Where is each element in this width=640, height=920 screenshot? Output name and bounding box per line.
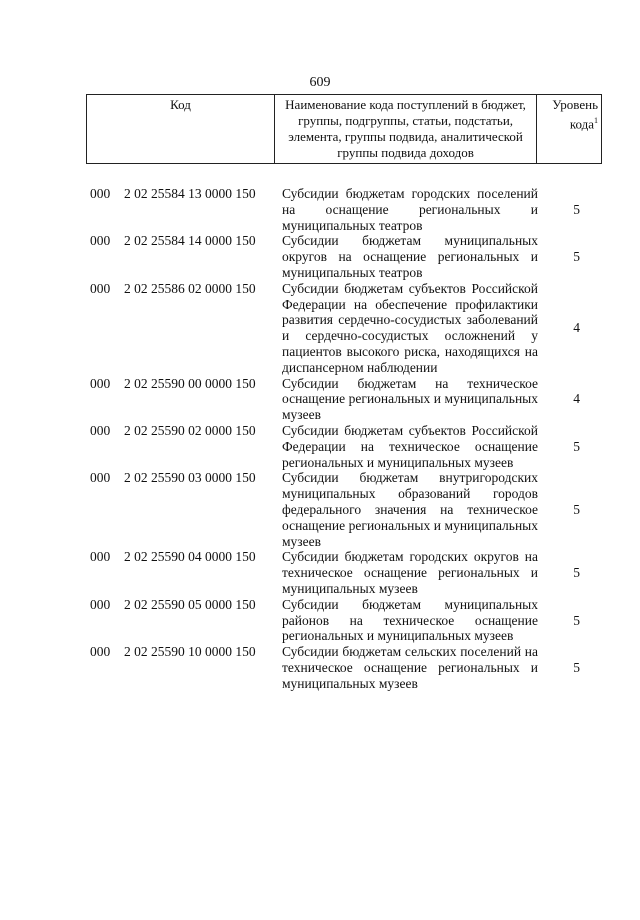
table-row bbox=[86, 281, 602, 376]
row-name: Субсидии бюджетам городских поселений на оснащение региональных и муниципальных театров bbox=[282, 186, 538, 233]
row-revenue-code: 2 02 25590 05 0000 150 bbox=[124, 596, 256, 612]
table-row bbox=[86, 549, 602, 596]
row-revenue-code: 2 02 25584 13 0000 150 bbox=[124, 186, 256, 201]
row-revenue-code: 2 02 25590 03 0000 150 bbox=[124, 470, 256, 486]
header-level-footnote: 1 bbox=[594, 116, 598, 125]
row-name: Субсидии бюджетам сельских поселений на техническое оснащение региональных и муниципальных музеев bbox=[282, 644, 538, 691]
row-level: 4 bbox=[573, 320, 580, 336]
row-level: 5 bbox=[573, 565, 580, 581]
table-row bbox=[86, 423, 602, 470]
row-admin-code: 000 bbox=[90, 233, 111, 249]
row-name: Субсидии бюджетам на техническое оснащение региональных и муниципальных музеев bbox=[282, 375, 538, 423]
row-level: 5 bbox=[573, 201, 580, 217]
row-admin-code: 000 bbox=[90, 470, 111, 486]
row-level: 5 bbox=[573, 501, 580, 517]
row-level: 5 bbox=[573, 438, 580, 454]
header-level bbox=[537, 95, 602, 164]
row-revenue-code: 2 02 25590 02 0000 150 bbox=[124, 422, 256, 438]
row-revenue-code: 2 02 25590 00 0000 150 bbox=[124, 375, 256, 391]
row-name: Субсидии бюджетам субъектов Российской Федерации на обеспечение профилактики развития сердечно-сосудистых заболеваний и сердечно-сосудистых осложнений у пациентов высокого риска, находящихся на диспансерном наблюдении bbox=[282, 280, 538, 375]
page-number: 609 bbox=[309, 75, 331, 90]
table-body bbox=[86, 186, 602, 692]
row-admin-code: 000 bbox=[90, 549, 111, 565]
table-row bbox=[86, 597, 602, 644]
row-admin-code: 000 bbox=[90, 422, 111, 438]
row-admin-code: 000 bbox=[90, 644, 111, 660]
row-revenue-code: 2 02 25586 02 0000 150 bbox=[124, 280, 256, 296]
table-row bbox=[86, 376, 602, 423]
row-name: Субсидии бюджетам городских округов на техническое оснащение региональных и муниципальных музеев bbox=[282, 549, 538, 596]
table-header bbox=[86, 94, 602, 164]
table-row bbox=[86, 470, 602, 549]
row-level: 5 bbox=[573, 249, 580, 265]
row-revenue-code: 2 02 25584 14 0000 150 bbox=[124, 233, 256, 249]
row-admin-code: 000 bbox=[90, 280, 111, 296]
row-name: Субсидии бюджетам внутригородских муниципальных образований городов федерального значения на техническое оснащение региональных и муниципальных музеев bbox=[282, 470, 538, 549]
row-name: Субсидии бюджетам муниципальных районов на техническое оснащение региональных и муниципальных музеев bbox=[282, 596, 538, 644]
row-admin-code: 000 bbox=[90, 596, 111, 612]
table-row bbox=[86, 233, 602, 280]
header-level-label: Уровень кода bbox=[552, 97, 598, 132]
header-row bbox=[87, 95, 602, 164]
row-name: Субсидии бюджетам муниципальных округов на оснащение региональных и муниципальных театров bbox=[282, 233, 538, 280]
row-revenue-code: 2 02 25590 04 0000 150 bbox=[124, 549, 256, 565]
table-row bbox=[86, 186, 602, 233]
row-level: 5 bbox=[573, 612, 580, 628]
header-code: Код bbox=[87, 95, 275, 164]
table-row bbox=[86, 644, 602, 691]
header-name: Наименование кода поступлений в бюджет, группы, подгруппы, статьи, подстатьи, элемента, группы подвида, аналитической группы подвида доходов bbox=[275, 95, 537, 164]
row-name: Субсидии бюджетам субъектов Российской Федерации на техническое оснащение региональных и муниципальных музеев bbox=[282, 422, 538, 470]
row-level: 5 bbox=[573, 659, 580, 675]
row-admin-code: 000 bbox=[90, 375, 111, 391]
row-revenue-code: 2 02 25590 10 0000 150 bbox=[124, 644, 256, 660]
row-level: 4 bbox=[573, 391, 580, 407]
row-admin-code: 000 bbox=[90, 186, 111, 201]
